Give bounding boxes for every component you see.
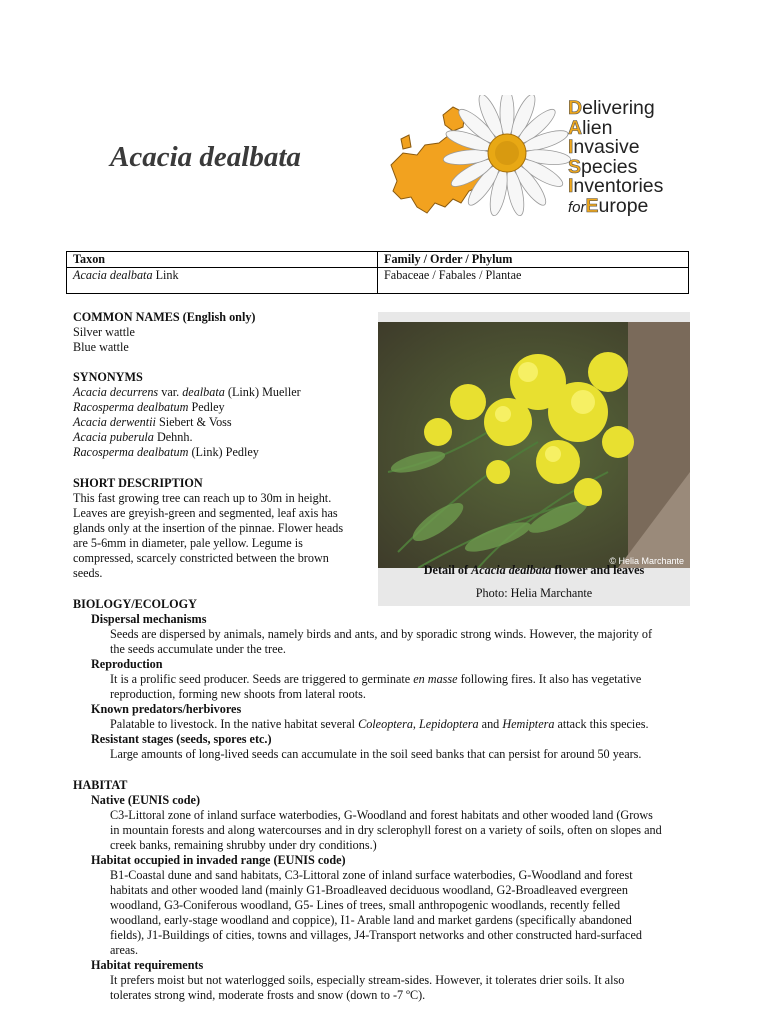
description-line: This fast growing tree can reach up to 30m in height. xyxy=(73,491,332,505)
taxon-table xyxy=(66,251,689,294)
description-line: glands only at the insertion of the pinnae. Flower heads xyxy=(73,521,344,535)
europe-daisy-logo-graphic xyxy=(383,95,573,230)
requirements-heading: Habitat requirements xyxy=(91,958,204,972)
description-line: seeds. xyxy=(73,566,103,580)
requirements-line: tolerates strong wind, moderate frosts and snow (down to -7 ºC). xyxy=(110,988,426,1002)
family-header: Family / Order / Phylum xyxy=(378,252,689,268)
common-names-section xyxy=(73,310,368,355)
habitat-heading: HABITAT xyxy=(73,778,128,792)
reproduction-heading: Reproduction xyxy=(91,657,163,671)
reproduction-line: It is a prolific seed producer. Seeds are triggered to germinate en masse following fires. It also has vegetative xyxy=(110,672,642,686)
native-line: creek banks, remaining shrubby under dry conditions.) xyxy=(110,838,377,852)
taxon-header: Taxon xyxy=(67,252,378,268)
native-heading: Native (EUNIS code) xyxy=(91,793,200,807)
daisie-logo-wordmark: Delivering Alien Invasive Species Inventories forEurope xyxy=(568,97,664,217)
resistant-heading: Resistant stages (seeds, spores etc.) xyxy=(91,732,272,746)
photo-figure xyxy=(378,312,690,606)
common-name-item: Silver wattle xyxy=(73,325,135,339)
synonym-item: Acacia puberula Dehnh. xyxy=(73,430,193,444)
short-description-section xyxy=(73,476,368,581)
family-cell: Fabaceae / Fabales / Plantae xyxy=(378,268,689,294)
biology-section xyxy=(73,597,693,762)
synonym-item: Racosperma dealbatum (Link) Pedley xyxy=(73,445,259,459)
short-description-heading: SHORT DESCRIPTION xyxy=(73,476,203,490)
predators-heading: Known predators/herbivores xyxy=(91,702,242,716)
page-title: Acacia dealbata xyxy=(110,141,301,173)
photo-credit: Photo: Helia Marchante xyxy=(475,586,593,600)
habitat-section xyxy=(73,778,703,1003)
synonyms-heading: SYNONYMS xyxy=(73,370,143,384)
common-names-heading: COMMON NAMES (English only) xyxy=(73,310,256,324)
description-line: are 5-6mm in diameter, pale yellow. Legume is xyxy=(73,536,303,550)
invaded-heading: Habitat occupied in invaded range (EUNIS code) xyxy=(91,853,346,867)
invaded-line: areas. xyxy=(110,943,139,957)
synonyms-section xyxy=(73,370,368,460)
synonym-item: Acacia derwentii Siebert & Voss xyxy=(73,415,232,429)
photo-watermark: © Helia Marchante xyxy=(609,556,684,566)
synonym-item: Acacia decurrens var. dealbata (Link) Mueller xyxy=(73,385,301,399)
common-name-item: Blue wattle xyxy=(73,340,129,354)
dispersal-line: Seeds are dispersed by animals, namely birds and ants, and by sporadic strong winds. However, the majority of xyxy=(110,627,653,641)
reproduction-line: reproduction, forming new shoots from lateral roots. xyxy=(110,687,366,701)
acacia-photo xyxy=(378,322,690,568)
resistant-line: Large amounts of long-lived seeds can accumulate in the soil seed banks that can persist for around 50 years. xyxy=(110,747,642,761)
invaded-line: woodland, G3-Coniferous woodland, G5- Lines of trees, small anthropogenic woodlands, recently felled xyxy=(110,898,621,912)
taxon-cell: Acacia dealbata Link xyxy=(67,268,378,294)
synonym-item: Racosperma dealbatum Pedley xyxy=(73,400,225,414)
requirements-line: It prefers moist but not waterlogged soils, especially stream-sides. However, it tolerates drier soils. It also xyxy=(110,973,625,987)
photo-caption: Detail of Acacia dealbata flower and leaves xyxy=(423,563,645,577)
description-line: compressed, scarcely constricted between the brown xyxy=(73,551,329,565)
dispersal-heading: Dispersal mechanisms xyxy=(91,612,207,626)
invaded-line: B1-Coastal dune and sand habitats, C3-Littoral zone of inland surface waterbodies, G-Woodland and forest xyxy=(110,868,633,882)
dispersal-line: the seeds accumulate under the tree. xyxy=(110,642,286,656)
description-line: Leaves are greyish-green and segmented, leaf axis has xyxy=(73,506,338,520)
invaded-line: woodland, early-stage woodland and coppice), I1- Arable land and market gardens (specifically abandoned xyxy=(110,913,632,927)
daisie-logo xyxy=(383,95,683,230)
invaded-line: habitats and other wooded land (mainly G1-Broadleaved deciduous woodland, G2-Broadleaved evergreen xyxy=(110,883,628,897)
native-line: C3-Littoral zone of inland surface waterbodies, G-Woodland and forest habitats and other wooded land (Grows xyxy=(110,808,653,822)
invaded-line: fields), J1-Buildings of cities, towns and villages, J4-Transport networks and other constructed hard-surfaced xyxy=(110,928,642,942)
biology-heading: BIOLOGY/ECOLOGY xyxy=(73,597,197,611)
native-line: in mountain forests and along watercourses and in dry sclerophyll forest on a variety of soils, often on slopes and xyxy=(110,823,662,837)
predators-line: Palatable to livestock. In the native habitat several Coleoptera, Lepidoptera and Hemiptera attack this species. xyxy=(110,717,649,731)
